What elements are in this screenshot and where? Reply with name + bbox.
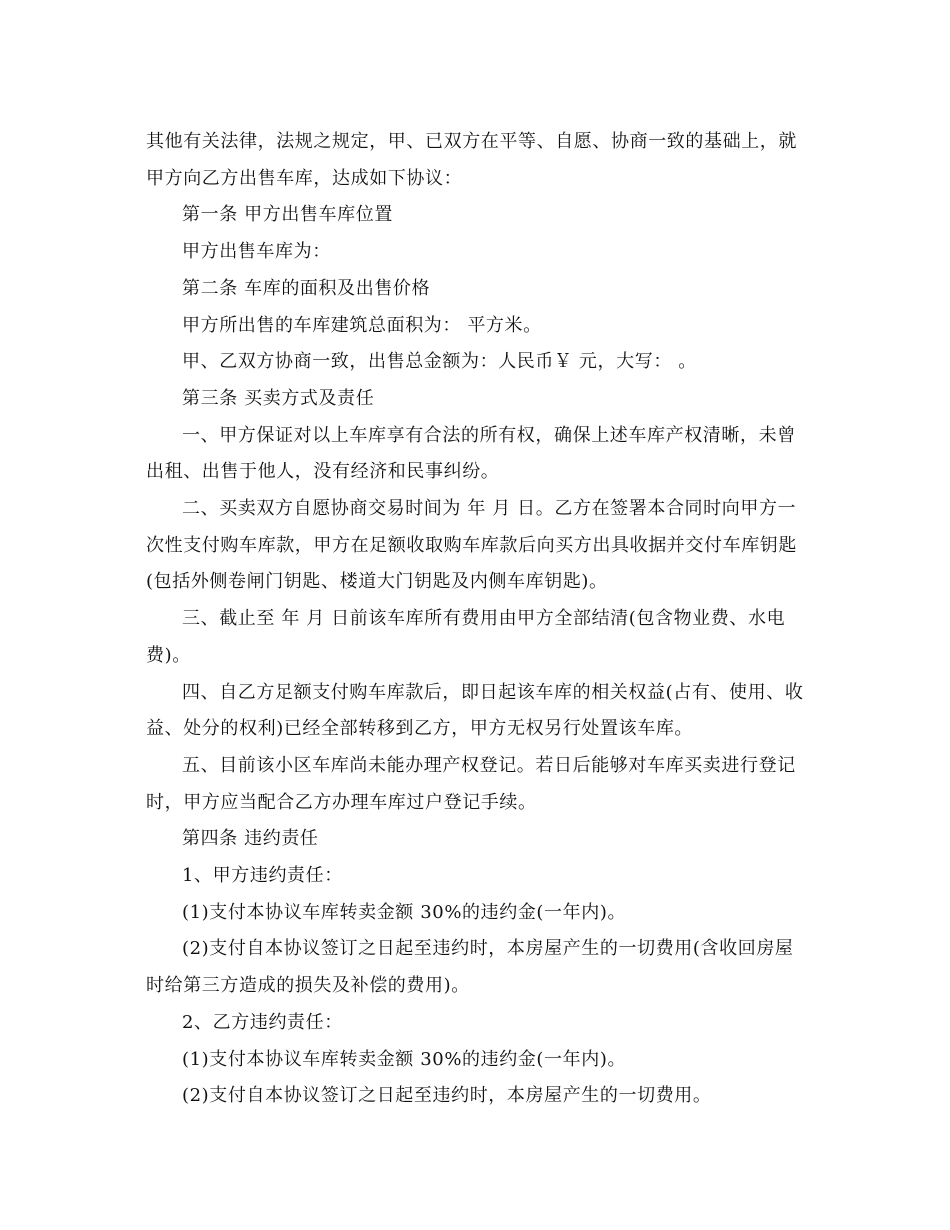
article-4-heading: 第四条 违约责任 — [182, 828, 319, 850]
sale-price-line: 甲、乙双方协商一致，出售总金额为：人民币￥ 元，大写： 。 — [182, 351, 697, 373]
article-2-heading: 第二条 车库的面积及出售价格 — [182, 277, 431, 299]
party-b-liability-item-2: (2)支付自本协议签订之日起至违约时，本房屋产生的一切费用。 — [182, 1085, 712, 1107]
clause-3-2: 二、买卖双方自愿协商交易时间为 年 月 日。乙方在签署本合同时向甲方一次性支付购车库款，甲方在足额收取购车库款后向买方出具收据并交付车库钥匙(包括外侧卷闸门钥匙、楼道大门钥匙及内侧车库钥匙)。 — [146, 498, 797, 593]
garage-area-line: 甲方所出售的车库建筑总面积为： 平方米。 — [182, 314, 542, 336]
clause-3-1: 一、甲方保证对以上车库享有合法的所有权，确保上述车库产权清晰，未曾出租、出售于他人，没有经济和民事纠纷。 — [146, 424, 796, 483]
clause-3-3: 三、截止至 年 月 日前该车库所有费用由甲方全部结清(包含物业费、水电费)。 — [146, 608, 786, 666]
garage-location-line: 甲方出售车库为： — [182, 241, 331, 263]
article-1-heading: 第一条 甲方出售车库位置 — [182, 204, 393, 226]
clause-3-4: 四、自乙方足额支付购车库款后，即日起该车库的相关权益(占有、使用、收益、处分的权利)已经全部转移到乙方，甲方无权另行处置该车库。 — [146, 681, 804, 740]
party-b-liability-heading: 2、乙方违约责任： — [182, 1011, 343, 1033]
paragraph-intro: 其他有关法律，法规之规定，甲、已双方在平等、自愿、协商一致的基础上，就甲方向乙方出售车库，达成如下协议： — [146, 131, 797, 189]
party-a-liability-item-1: (1)支付本协议车库转卖金额 30%的违约金(一年内)。 — [182, 901, 627, 923]
document-body — [146, 124, 806, 1115]
party-b-liability-item-1: (1)支付本协议车库转卖金额 30%的违约金(一年内)。 — [182, 1048, 627, 1070]
party-a-liability-item-2: (2)支付自本协议签订之日起至违约时，本房屋产生的一切费用(含收回房屋时给第三方造成的损失及补偿的费用)。 — [146, 938, 794, 997]
party-a-liability-heading: 1、甲方违约责任： — [182, 865, 343, 887]
article-3-heading: 第三条 买卖方式及责任 — [182, 387, 375, 409]
clause-3-5: 五、目前该小区车库尚未能办理产权登记。若日后能够对车库买卖进行登记时，甲方应当配合乙方办理车库过户登记手续。 — [146, 754, 796, 813]
